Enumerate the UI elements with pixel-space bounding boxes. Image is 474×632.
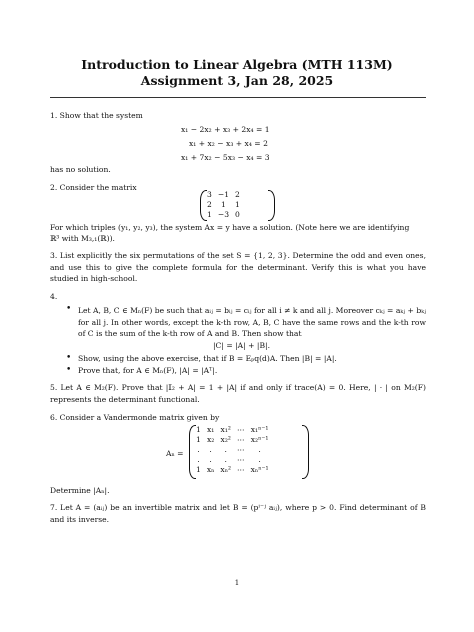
page-number: 1 xyxy=(234,579,240,587)
q6-lhs: Aₙ = xyxy=(166,449,184,458)
q6-matrix-cell-2-0: . xyxy=(197,445,200,454)
q7-text: 7. Let A = (aᵢⱼ) be an invertible matrix and let B = (pⁱ⁻ʲ aᵢⱼ), where p > 0. Find determinant of B and its inverse. xyxy=(50,503,426,524)
q4-bullet-2: • xyxy=(66,353,72,363)
q6-matrix-cell-2-3: ⋯ xyxy=(237,445,245,454)
q6-matrix-cell-2-2: . xyxy=(224,445,227,454)
q6-matrix-cell-0-1: x₁ xyxy=(206,425,215,434)
q2-matrix-right-paren xyxy=(268,190,275,221)
q6-matrix-right-paren xyxy=(302,425,309,479)
title-rule xyxy=(50,97,426,98)
q2-text: 2. Consider the matrix xyxy=(50,183,137,192)
q2-after-line1: For which triples (y₁, y₂, y₃), the system Ax = y have a solution. (Note here we are identifying xyxy=(50,223,410,232)
q6-matrix-cell-3-2: . xyxy=(224,455,227,464)
q4-bullet-1: • xyxy=(66,304,72,314)
q6-matrix-cell-4-2: xₙ² xyxy=(220,465,232,474)
q6-matrix-cell-1-1: x₂ xyxy=(206,435,215,444)
q6-matrix-cell-3-3: ⋯ xyxy=(237,455,245,464)
q2-matrix-cell-0-1: −1 xyxy=(217,190,230,199)
q3-text: 3. List explicitly the six permutations of the set S = {1, 2, 3}. Determine the odd and even ones, and use this to give the complete formula for the determinant. Verify this is what you have studied in high-school. xyxy=(50,251,426,283)
q6-matrix-cell-2-1: . xyxy=(209,445,212,454)
title-line-1: Introduction to Linear Algebra (MTH 113M) xyxy=(81,57,393,72)
q2-matrix-cell-1-0: 2 xyxy=(207,200,212,209)
q6-matrix-cell-4-3: ⋯ xyxy=(237,465,245,474)
q1-eq1: x₁ − 2x₂ + x₃ + 2x₄ = 1 xyxy=(181,125,270,134)
q6-matrix-cell-4-1: xₙ xyxy=(206,465,215,474)
q6-after: Determine |Aₙ|. xyxy=(50,486,110,495)
q4-number: 4. xyxy=(50,292,58,301)
q6-matrix-cell-0-4: x₁ⁿ⁻¹ xyxy=(250,425,269,434)
q6-matrix xyxy=(193,425,272,475)
q5-text: 5. Let A ∈ M₂(F). Prove that |𝕀₂ + A| = 1 + |A| if and only if trace(A) = 0. Here, | · | on M₂(F) represents the determinant functional. xyxy=(50,383,426,404)
q4-bullet-3: • xyxy=(66,365,72,375)
q2-matrix-cell-2-2: 0 xyxy=(235,210,240,219)
q2-matrix-cell-1-1: 1 xyxy=(221,200,226,209)
q4-b3: Prove that, for A ∈ Mₙ(F), |A| = |Aᵀ|. xyxy=(78,366,218,375)
q6-matrix-cell-1-3: ⋯ xyxy=(237,435,245,444)
q2-matrix-cell-0-0: 3 xyxy=(207,190,212,199)
q6-matrix-cell-1-4: x₂ⁿ⁻¹ xyxy=(250,435,269,444)
q6-matrix-cell-1-2: x₂² xyxy=(220,435,231,444)
title-line-2: Assignment 3, Jan 28, 2025 xyxy=(140,73,334,88)
q1-text: 1. Show that the system xyxy=(50,111,143,120)
q6-text: 6. Consider a Vandermonde matrix given by xyxy=(50,413,220,422)
q2-matrix-cell-2-1: −3 xyxy=(217,210,230,219)
q2-after-line2: ℝ³ with M₃,₁(ℝ)). xyxy=(50,234,115,243)
q6-matrix-cell-0-0: 1 xyxy=(196,425,201,434)
q6-matrix-cell-3-0: . xyxy=(197,455,200,464)
q6-matrix-cell-3-4: . xyxy=(258,455,261,464)
q6-matrix-cell-4-0: 1 xyxy=(196,465,201,474)
q6-matrix-cell-2-4: . xyxy=(258,445,261,454)
q2-matrix-cell-1-2: 1 xyxy=(235,200,240,209)
q2-matrix-cell-2-0: 1 xyxy=(207,210,212,219)
q2-matrix xyxy=(204,190,243,220)
q6-matrix-cell-1-0: 1 xyxy=(196,435,201,444)
q6-matrix-cell-0-2: x₁² xyxy=(220,425,231,434)
q4-b1-eq: |C| = |A| + |B|. xyxy=(213,341,271,350)
q6-matrix-cell-3-1: . xyxy=(209,455,212,464)
q1-eq2: x₁ + x₂ − x₃ + x₄ = 2 xyxy=(189,139,268,148)
q6-matrix-cell-4-4: xₙⁿ⁻¹ xyxy=(250,465,269,474)
q4-b1: Let A, B, C ∈ Mₙ(F) be such that aᵢⱼ = bᵢⱼ = cᵢⱼ for all i ≠ k and all j. Moreover cₖⱼ = aₖⱼ + bₖⱼ for all j. In other words, except the k-th row, A, B, C have the same rows and the k-th row of C is the sum of the k-th row of A and B. Then show that xyxy=(78,306,426,338)
q4-b2: Show, using the above exercise, that if B = Eₚq(d)A. Then |B| = |A|. xyxy=(78,354,337,363)
q2-matrix-cell-0-2: 2 xyxy=(235,190,240,199)
q1-eq3: x₁ + 7x₂ − 5x₃ − x₄ = 3 xyxy=(181,153,270,162)
q6-matrix-cell-0-3: ⋯ xyxy=(237,425,245,434)
q1-after: has no solution. xyxy=(50,165,111,174)
